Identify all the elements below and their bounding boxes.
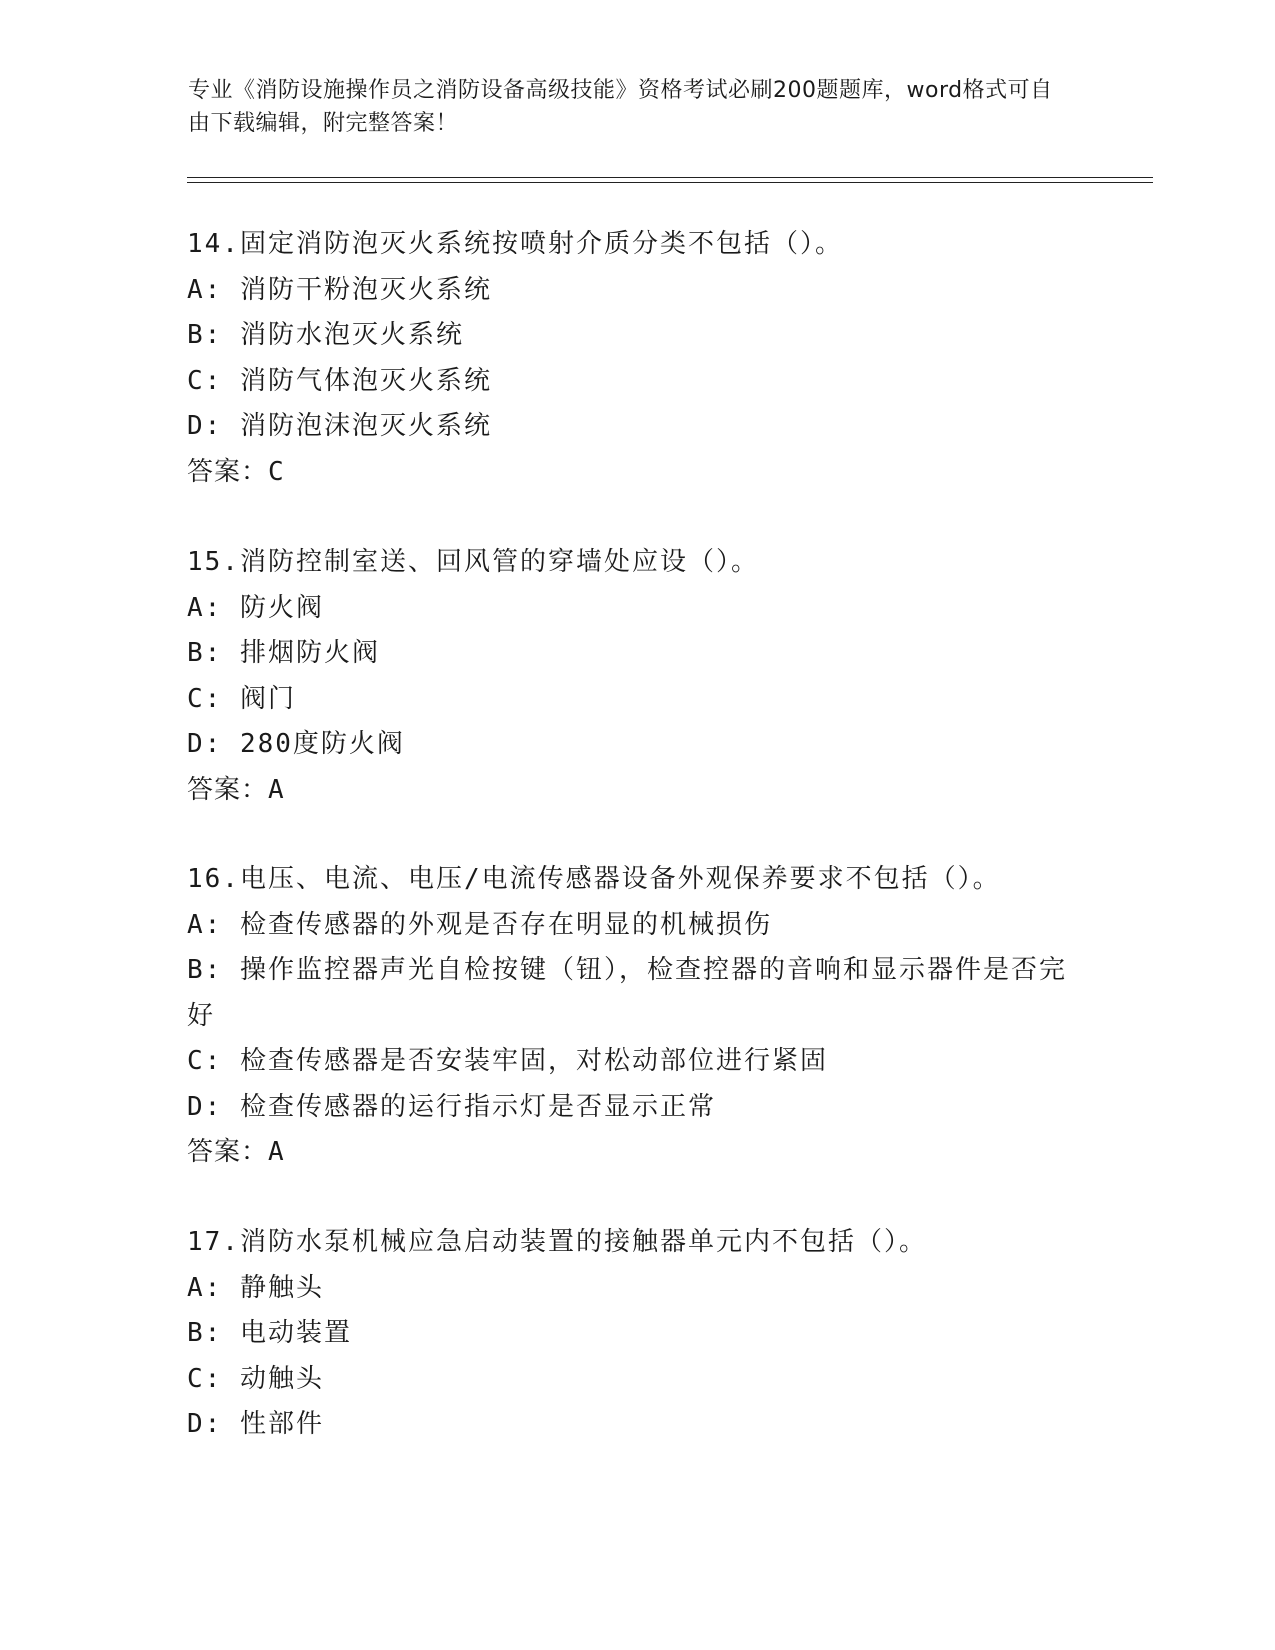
answer-line	[187, 450, 1087, 496]
option-d: D: 280度防火阀	[187, 729, 405, 759]
option-a: A: 消防干粉泡灭火系统	[187, 274, 492, 305]
question-stem: 17.消防水泵机械应急启动装置的接触器单元内不包括（）。	[187, 1227, 927, 1257]
question-stem: 15.消防控制室送、回风管的穿墙处应设（）。	[187, 547, 759, 577]
answer-value: C	[268, 456, 285, 487]
option-c: C: 检查传感器是否安装牢固，对松动部位进行紧固	[187, 1046, 828, 1076]
document-header-intro: 专业《消防设施操作员之消防设备高级技能》资格考试必刷200题题库，word格式可自由下载编辑，附完整答案！	[188, 78, 1053, 136]
option-b: B: 排烟防火阀	[187, 638, 380, 668]
option-b: B: 消防水泡灭火系统	[187, 320, 464, 350]
answer-line	[187, 768, 1087, 814]
question-14	[187, 222, 1087, 495]
option-d: D: 性部件	[187, 1409, 324, 1439]
header-divider-top	[187, 177, 1153, 178]
option-d: D: 消防泡沫泡灭火系统	[187, 411, 492, 441]
question-stem: 14.固定消防泡灭火系统按喷射介质分类不包括（）。	[187, 229, 843, 259]
header-divider-bottom	[187, 182, 1153, 183]
question-stem: 16.电压、电流、电压/电流传感器设备外观保养要求不包括（）。	[187, 864, 1001, 894]
answer-line	[187, 1130, 1087, 1176]
option-a: A: 检查传感器的外观是否存在明显的机械损伤	[187, 909, 772, 940]
option-b: B: 操作监控器声光自检按键（钮），检查控器的音响和显示器件是否完好	[187, 955, 1067, 1031]
answer-value: A	[268, 774, 285, 805]
option-c: C: 阀门	[187, 683, 296, 714]
option-c: C: 消防气体泡灭火系统	[187, 365, 492, 396]
answer-label: 答案：	[187, 456, 269, 487]
option-a: A: 静触头	[187, 1272, 324, 1303]
answer-label: 答案：	[187, 774, 269, 805]
answer-label: 答案：	[187, 1137, 269, 1167]
option-c: C: 动触头	[187, 1363, 324, 1394]
question-16	[187, 857, 1087, 1176]
option-b: B: 电动装置	[187, 1318, 352, 1348]
option-d: D: 检查传感器的运行指示灯是否显示正常	[187, 1091, 716, 1122]
question-17	[187, 1220, 1087, 1448]
answer-value: A	[268, 1137, 285, 1167]
question-15	[187, 540, 1087, 813]
option-a: A: 防火阀	[187, 592, 324, 623]
